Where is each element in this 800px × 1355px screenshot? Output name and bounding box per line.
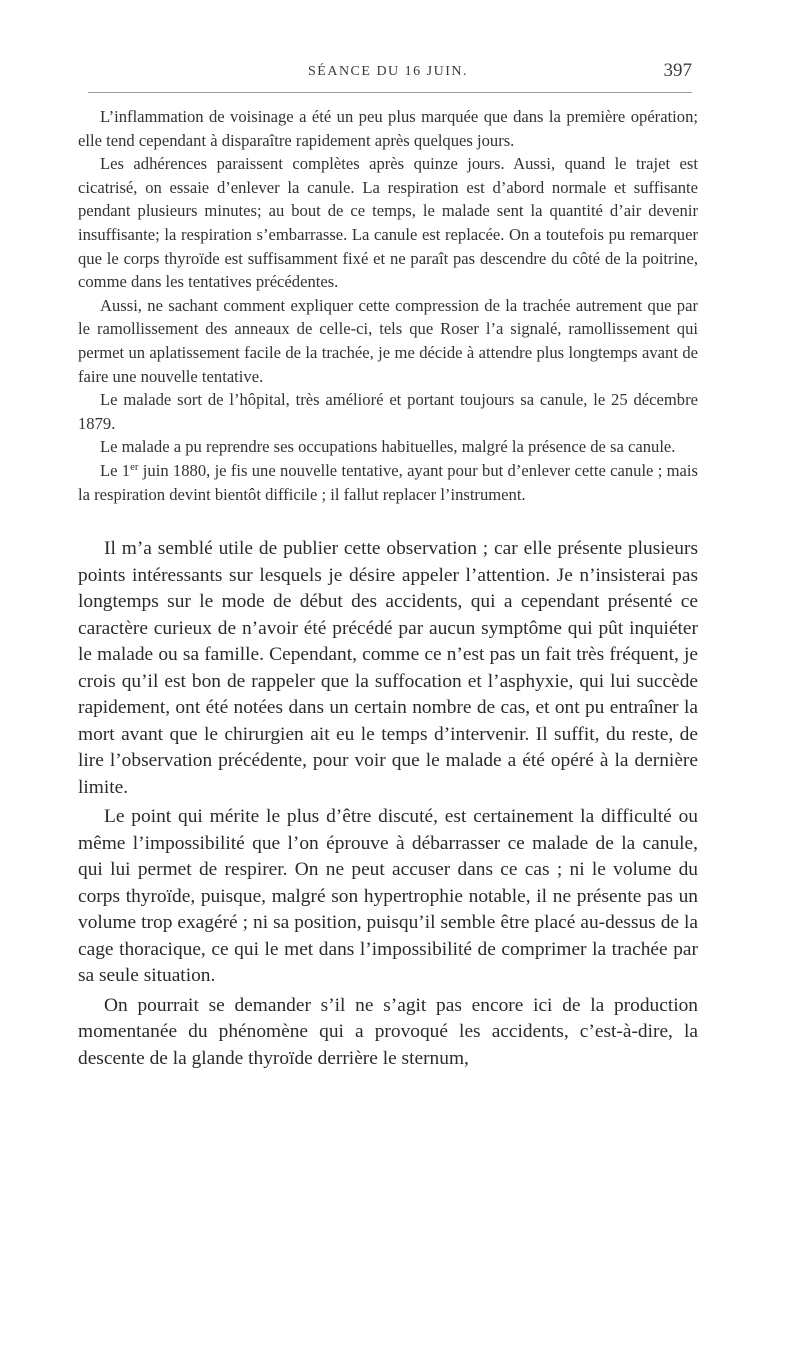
header-title: SÉANCE DU 16 JUIN.: [308, 64, 468, 79]
running-header: [78, 58, 698, 92]
book-page: [78, 58, 698, 1075]
paragraph: On pourrait se demander s’il ne s’agit pas encore ici de la production momentanée du phénomène qui a provoqué les accidents, c’est-à-dire, la descente de la glande thyroïde derrière le sternum,: [78, 994, 698, 1069]
paragraph-text: Le 1: [100, 460, 131, 480]
paragraph: L’inflammation de voisinage a été un peu plus marquée que dans la première opération; elle tend cependant à disparaître rapidement après quelques jours.: [78, 107, 698, 150]
discussion-section: [78, 536, 698, 1072]
paragraph-text: juin 1880, je fis une nouvelle tentative, ayant pour but d’enlever cette canule ; mais la respiration devint bientôt difficile ; il fallut replacer l’instrument.: [78, 460, 698, 504]
page-number: 397: [663, 60, 692, 81]
paragraph: Les adhérences paraissent complètes après quinze jours. Aussi, quand le trajet est cicatrisé, on essaie d’enlever la canule. La respiration est d’abord normale et suffisante pendant plusieurs minutes; au bout de ce temps, le malade sent la quantité d’air devenir insuffisante; la respiration s’embarrasse. La canule est replacée. On a toutefois pu remarquer que le corps thyroïde est suffisamment fixé et ne paraît pas descendre du côté de la poitrine, comme dans les tentatives précédentes.: [78, 154, 698, 292]
case-report-section: [78, 105, 698, 506]
paragraph: Le malade a pu reprendre ses occupations habituelles, malgré la présence de sa canule.: [100, 437, 676, 457]
paragraph: Le point qui mérite le plus d’être discuté, est certainement la difficulté ou même l’impossibilité que l’on éprouve à débarrasser ce malade de la canule, qui lui permet de respirer. On ne peut accuser dans ce cas ; ni le volume du corps thyroïde, puisque, malgré son hypertrophie notable, il ne présente pas un volume trop exagéré ; ni sa position, puisqu’il semble être placé au-dessus de la cage thoracique, ce qui le met dans l’impossibilité de comprimer la trachée par sa seule situation.: [78, 806, 698, 987]
paragraph: [78, 459, 698, 506]
paragraph: Aussi, ne sachant comment expliquer cette compression de la trachée autrement que par le ramollissement des anneaux de celle-ci, tels que Roser l’a signalé, ramollissement qui permet un aplatissement facile de la trachée, je me décide à attendre plus longtemps avant de faire une nouvelle tentative.: [78, 295, 698, 386]
paragraph: Le malade sort de l’hôpital, très amélioré et portant toujours sa canule, le 25 décembre 1879.: [78, 390, 698, 433]
ordinal-superscript: er: [130, 460, 139, 473]
paragraph: Il m’a semblé utile de publier cette observation ; car elle présente plusieurs points intéressants sur lesquels je désire appeler l’attention. Je n’insisterai pas longtemps sur le mode de début des accidents, qui a cependant présenté ce caractère curieux de n’avoir été précédé par aucun symptôme qui pût inquiéter le malade ou sa famille. Cependant, comme ce n’est pas un fait très fréquent, je crois qu’il est bon de rappeler que la suffocation et l’asphyxie, qui lui succède rapidement, ont été notées dans un certain nombre de cas, et ont pu entraîner la mort avant que le chirurgien ait eu le temps d’intervenir. Il suffit, du reste, de lire l’observation précédente, pour voir que le malade a été opéré à la dernière limite.: [78, 538, 698, 798]
header-rule: [88, 92, 692, 93]
